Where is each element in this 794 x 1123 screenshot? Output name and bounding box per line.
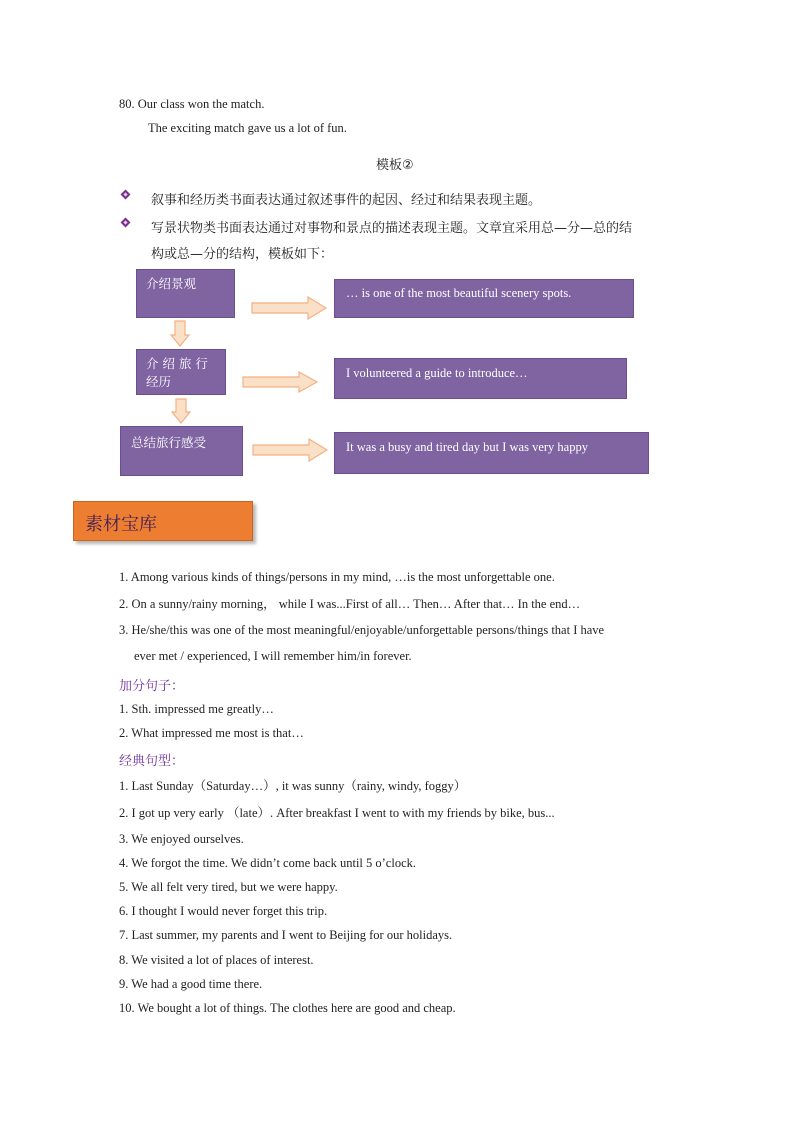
box-scenery-sentence xyxy=(334,279,634,318)
classic-item: 3. We enjoyed ourselves. xyxy=(119,832,244,846)
template-title: 模板② xyxy=(376,158,414,173)
classic-heading: 经典句型： xyxy=(119,754,185,769)
classic-item: 1. Last Sunday（Saturday…）, it was sunny（rainy, windy, foggy） xyxy=(119,779,467,793)
box-label: 总结旅行感受 xyxy=(131,435,207,450)
box-summarize-feelings xyxy=(120,426,243,476)
classic-item: 8. We visited a lot of places of interest. xyxy=(119,953,314,967)
classic-item: 6. I thought I would never forget this trip. xyxy=(119,904,328,918)
box-label: 介绍景观 xyxy=(146,276,197,291)
material-item-continued: ever met / experienced, I will remember him/in forever. xyxy=(134,649,412,663)
box-introduce-scenery xyxy=(136,269,235,318)
box-feeling-sentence xyxy=(334,432,649,474)
diamond-bullet-icon xyxy=(121,218,131,228)
material-item: 1. Among various kinds of things/persons in my mind, …is the most unforgettable one. xyxy=(119,570,555,584)
box-text: … is one of the most beautiful scenery spots. xyxy=(346,286,572,300)
box-label-line1: 介 绍 旅 行 xyxy=(146,356,208,371)
bonus-heading: 加分句子： xyxy=(119,679,185,694)
example-sentence-80-rewrite: The exciting match gave us a lot of fun. xyxy=(148,121,347,135)
classic-item: 10. We bought a lot of things. The clothes here are good and cheap. xyxy=(119,1001,456,1015)
material-item: 2. On a sunny/rainy morning， while I was...First of all… Then… After that… In the end… xyxy=(119,597,581,611)
diamond-bullet-icon xyxy=(121,190,131,200)
section-banner-title: 素材宝库 xyxy=(85,514,157,535)
material-item: 3. He/she/this was one of the most meaningful/enjoyable/unforgettable persons/things that I have xyxy=(119,623,605,637)
down-arrow-icon xyxy=(170,320,190,347)
box-text: I volunteered a guide to introduce… xyxy=(346,366,528,380)
bullet-scenery-line1: 写景状物类书面表达通过对事物和景点的描述表现主题。文章宜采用总—分—总的结 xyxy=(151,221,633,236)
bonus-item: 1. Sth. impressed me greatly… xyxy=(119,702,274,716)
right-arrow-icon xyxy=(241,371,319,393)
classic-item: 5. We all felt very tired, but we were happy. xyxy=(119,880,338,894)
classic-item: 9. We had a good time there. xyxy=(119,977,263,991)
bonus-item: 2. What impressed me most is that… xyxy=(119,726,304,740)
right-arrow-icon xyxy=(251,438,329,462)
right-arrow-icon xyxy=(250,296,328,320)
box-text: It was a busy and tired day but I was very happy xyxy=(346,440,588,454)
box-introduce-travel xyxy=(136,349,226,395)
down-arrow-icon xyxy=(171,398,191,424)
classic-item: 4. We forgot the time. We didn’t come back until 5 o’clock. xyxy=(119,856,416,870)
example-sentence-80: 80. Our class won the match. xyxy=(119,97,265,111)
section-banner xyxy=(73,501,253,541)
classic-item: 2. I got up very early （late）. After breakfast I went to with my friends by bike, bus... xyxy=(119,806,555,820)
box-label-line2: 经历 xyxy=(146,374,172,389)
box-guide-sentence xyxy=(334,358,627,399)
classic-item: 7. Last summer, my parents and I went to Beijing for our holidays. xyxy=(119,928,453,942)
bullet-scenery-line2: 构或总—分的结构，模板如下： xyxy=(151,247,334,262)
bullet-narrative: 叙事和经历类书面表达通过叙述事件的起因、经过和结果表现主题。 xyxy=(151,193,542,208)
